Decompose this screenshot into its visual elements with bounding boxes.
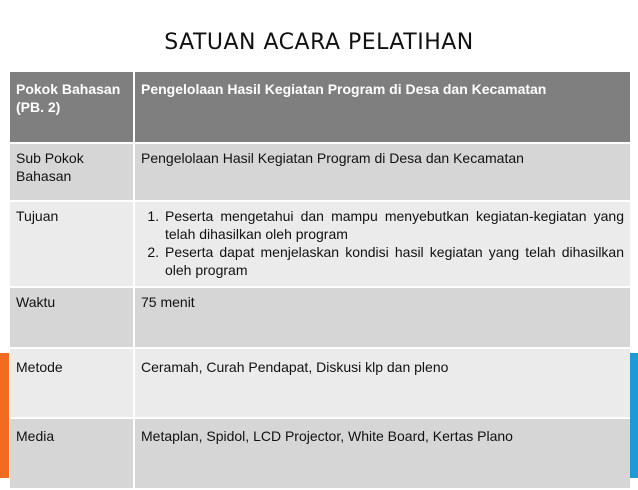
- metode-label: Metode: [10, 348, 134, 418]
- accent-bar-left: [0, 353, 9, 478]
- table-row: [10, 287, 630, 348]
- media-label: Media: [10, 418, 134, 489]
- metode-value: Ceramah, Curah Pendapat, Diskusi klp dan pleno: [134, 348, 630, 418]
- list-item: 1. Peserta mengetahui dan mampu menyebutkan kegiatan-kegiatan yang telah dihasilkan oleh program: [163, 207, 624, 243]
- accent-bar-right: [629, 353, 638, 478]
- table-row: [10, 201, 630, 287]
- training-plan-table: [10, 72, 630, 490]
- table-row: [10, 72, 630, 143]
- list-item: 2. Peserta dapat menjelaskan kondisi hasil kegiatan yang telah dihasilkan oleh program: [163, 243, 624, 279]
- sub-pokok-value: Pengelolaan Hasil Kegiatan Program di Desa dan Kecamatan: [134, 143, 630, 201]
- table-row: [10, 418, 630, 489]
- pokok-bahasan-value: Pengelolaan Hasil Kegiatan Program di Desa dan Kecamatan: [134, 72, 630, 143]
- goals-list: [141, 207, 624, 279]
- table-row: [10, 348, 630, 418]
- sub-pokok-label: Sub Pokok Bahasan: [10, 143, 134, 201]
- pokok-bahasan-label: Pokok Bahasan (PB. 2): [10, 72, 134, 143]
- media-value: Metaplan, Spidol, LCD Projector, White Board, Kertas Plano: [134, 418, 630, 489]
- tujuan-value: [134, 201, 630, 287]
- waktu-label: Waktu: [10, 287, 134, 348]
- tujuan-label: Tujuan: [10, 201, 134, 287]
- waktu-value: 75 menit: [134, 287, 630, 348]
- page-title: SATUAN ACARA PELATIHAN: [164, 30, 474, 55]
- table-row: [10, 143, 630, 201]
